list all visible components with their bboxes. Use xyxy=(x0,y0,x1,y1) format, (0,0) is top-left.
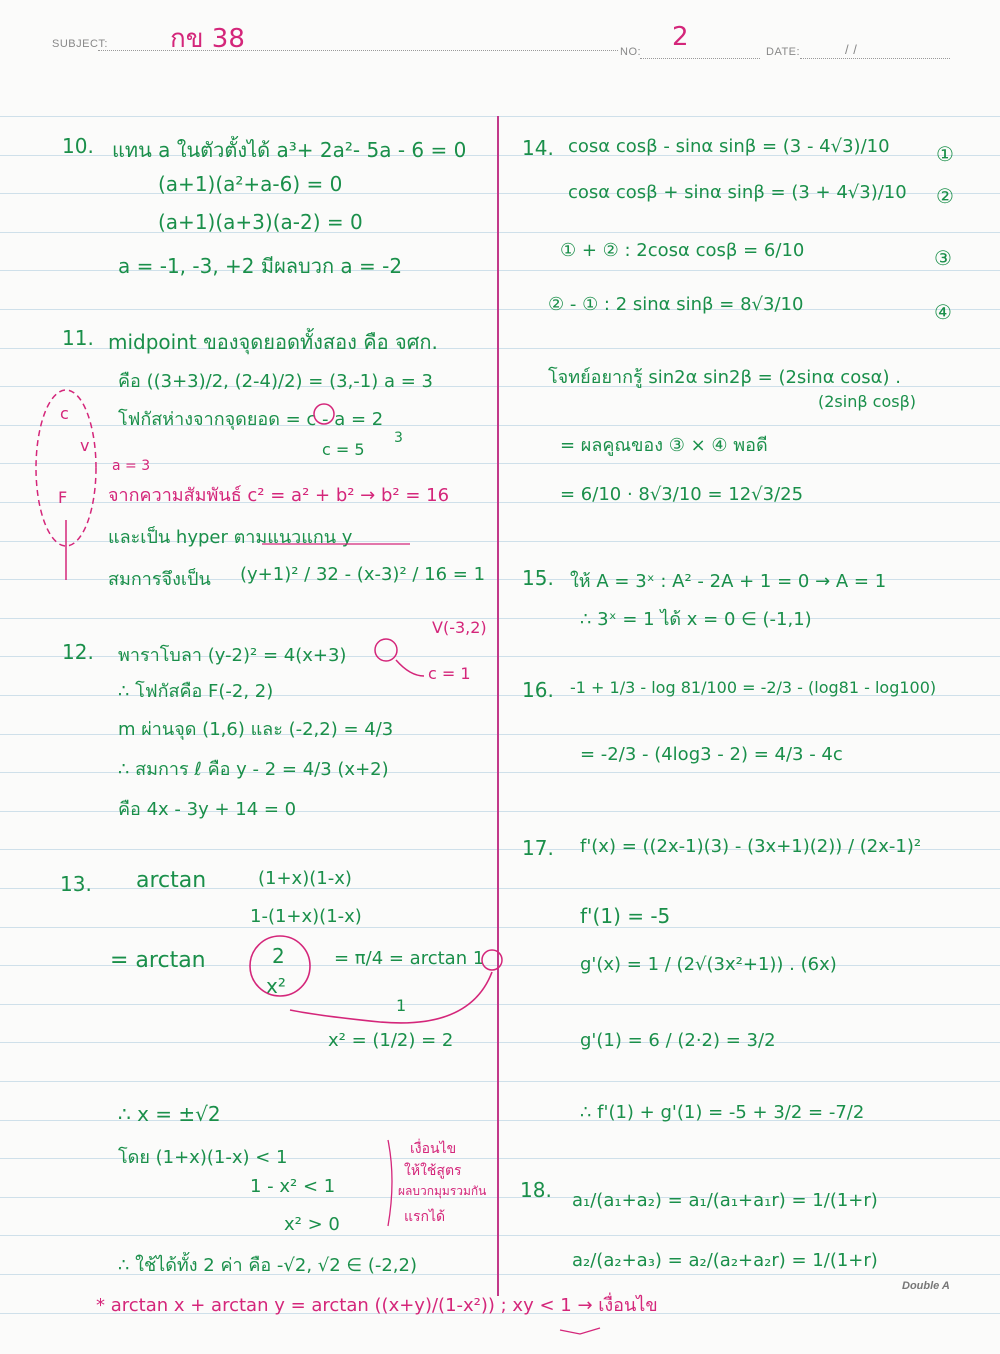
q12-line2: ∴ โฟกัสคือ F(-2, 2) xyxy=(118,681,274,702)
q10-line2: (a+1)(a²+a-6) = 0 xyxy=(158,172,343,196)
q17-line1: f'(x) = ((2x-1)(3) - (3x+1)(2)) / (2x-1)² xyxy=(580,836,922,857)
q17-line4: g'(1) = 6 / (2·2) = 3/2 xyxy=(580,1030,776,1051)
q13-line8: ∴ ใช้ได้ทั้ง 2 ค่า คือ -√2, √2 ∈ (-2,2) xyxy=(118,1255,417,1276)
q14-line6: (2sinβ cosβ) xyxy=(818,392,917,411)
condition-brace xyxy=(388,1140,392,1226)
q15-line1: ให้ A = 3ˣ : A² - 2A + 1 = 0 → A = 1 xyxy=(570,571,887,592)
q10-line1: แทน a ในตัวตั้งได้ a³+ 2a²- 5a - 6 = 0 xyxy=(112,138,467,162)
q13-note1: เงื่อนไข xyxy=(410,1141,457,1157)
q13-line3: x² = (1/2) = 2 xyxy=(328,1030,454,1051)
q11-a-value: 3 xyxy=(394,430,403,446)
q18-number: 18. xyxy=(520,1178,552,1202)
q12-line3: m ผ่านจุด (1,6) และ (-2,2) = 4/3 xyxy=(118,719,394,740)
q11-line2: คือ ((3+3)/2, (2-4)/2) = (3,-1) a = 3 xyxy=(118,371,433,392)
q15-line2: ∴ 3ˣ = 1 ได้ x = 0 ∈ (-1,1) xyxy=(580,609,812,630)
q14-tag4: ④ xyxy=(934,300,952,324)
q17-line3: g'(x) = 1 / (2√(3x²+1)) . (6x) xyxy=(580,954,837,975)
q16-line1: -1 + 1/3 - log 81/100 = -2/3 - (log81 - log100) xyxy=(570,678,937,697)
q13-note4: แรกได้ xyxy=(404,1209,446,1225)
q14-number: 14. xyxy=(522,136,554,160)
date-label: DATE: xyxy=(766,46,801,58)
q11-line5: และเป็น hyper ตามแนวแกน y xyxy=(108,527,353,548)
q13-line2-rest: = π/4 = arctan 1 xyxy=(334,948,485,969)
q14-line7: = ผลคูณของ ③ × ④ พอดี xyxy=(560,435,768,456)
q17-line5: ∴ f'(1) + g'(1) = -5 + 3/2 = -7/2 xyxy=(580,1102,865,1123)
q18-line1: a₁/(a₁+a₂) = a₁/(a₁+a₁r) = 1/(1+r) xyxy=(572,1190,878,1211)
q11-side-f: F xyxy=(58,488,68,507)
q12-number: 12. xyxy=(62,640,94,664)
q11-line1: midpoint ของจุดยอดทั้งสอง คือ จศก. xyxy=(108,330,438,354)
q10-line3: (a+1)(a+3)(a-2) = 0 xyxy=(158,210,363,234)
q11-line3: โฟกัสห่างจากจุดยอด = c - a = 2 xyxy=(118,409,384,430)
q15-number: 15. xyxy=(522,566,554,590)
q14-line8: = 6/10 · 8√3/10 = 12√3/25 xyxy=(560,484,804,505)
q13-note3: ผลบวกมุมรวมกัน xyxy=(398,1184,487,1198)
c-circle xyxy=(314,404,334,424)
q17-line2: f'(1) = -5 xyxy=(580,904,671,928)
q12-c-value: c = 1 xyxy=(428,664,471,683)
q18-line2: a₂/(a₂+a₃) = a₂/(a₂+a₂r) = 1/(1+r) xyxy=(572,1250,878,1271)
subject-label: SUBJECT: xyxy=(52,38,108,50)
q14-line1: cosα cosβ - sinα sinβ = (3 - 4√3)/10 xyxy=(568,136,890,157)
q12-line5: คือ 4x - 3y + 14 = 0 xyxy=(118,799,297,820)
q14-line5: โจทย์อยากรู้ sin2α sin2β = (2sinα cosα) . xyxy=(548,367,901,388)
q13-line2-arctan: = arctan xyxy=(110,948,206,973)
footnote: * arctan x + arctan y = arctan ((x+y)/(1-x²)) ; xy < 1 → เงื่อนไข xyxy=(96,1295,658,1316)
q12-line1: พาราโบลา (y-2)² = 4(x+3) xyxy=(118,645,347,666)
q13-note2: ให้ใช้สูตร xyxy=(404,1163,462,1179)
no-value: 2 xyxy=(672,22,689,52)
q13-number: 13. xyxy=(60,872,92,896)
q10-number: 10. xyxy=(62,134,94,158)
q13-line4: ∴ x = ±√2 xyxy=(118,1102,221,1126)
q13-line6: 1 - x² < 1 xyxy=(250,1176,336,1197)
one-circle xyxy=(482,950,502,970)
brand-mark: Double A xyxy=(902,1280,950,1292)
q17-number: 17. xyxy=(522,836,554,860)
no-label: NO: xyxy=(620,46,642,58)
q13-line2-num: 2 xyxy=(272,944,285,968)
q11-line6-equation: (y+1)² / 32 - (x-3)² / 16 = 1 xyxy=(240,564,486,585)
c-arrow xyxy=(396,660,424,676)
q14-line4: ② - ① : 2 sinα sinβ = 8√3/10 xyxy=(548,294,804,315)
q12-vertex: V(-3,2) xyxy=(432,618,487,637)
q13-line7: x² > 0 xyxy=(284,1214,340,1235)
q14-tag2: ② xyxy=(936,184,954,208)
q14-line2: cosα cosβ + sinα sinβ = (3 + 4√3)/10 xyxy=(568,182,907,203)
q11-side-v: v xyxy=(80,436,90,455)
q13-numerator: (1+x)(1-x) xyxy=(258,868,352,889)
subject-value: กข 38 xyxy=(170,24,245,54)
q11-side-a: a = 3 xyxy=(112,458,151,474)
q11-number: 11. xyxy=(62,326,94,350)
q13-line3-top: 1 xyxy=(396,996,407,1015)
date-slashes: / / xyxy=(845,42,858,57)
q14-tag3: ③ xyxy=(934,246,952,270)
q13-line2-den: x² xyxy=(266,974,286,998)
q13-denominator: 1-(1+x)(1-x) xyxy=(250,906,362,927)
q16-number: 16. xyxy=(522,678,554,702)
q16-line2: = -2/3 - (4log3 - 2) = 4/3 - 4c xyxy=(580,744,843,765)
q13-line5: โดย (1+x)(1-x) < 1 xyxy=(118,1147,288,1168)
reciprocal-arrow xyxy=(290,972,492,1023)
underline-xy xyxy=(560,1328,600,1334)
q12-line4: ∴ สมการ ℓ คือ y - 2 = 4/3 (x+2) xyxy=(118,759,389,780)
q11-side-c: c xyxy=(60,404,69,423)
q14-tag1: ① xyxy=(936,142,954,166)
q13-arctan: arctan xyxy=(136,868,207,893)
q10-line4: a = -1, -3, +2 มีผลบวก a = -2 xyxy=(118,254,403,278)
q14-line3: ① + ② : 2cosα cosβ = 6/10 xyxy=(560,240,805,261)
fraction-circle xyxy=(250,936,310,996)
q11-c-value: c = 5 xyxy=(322,440,365,459)
q11-line6-label: สมการจึงเป็น xyxy=(108,569,211,590)
four-circle xyxy=(375,639,397,661)
q11-line4: จากความสัมพันธ์ c² = a² + b² → b² = 16 xyxy=(108,485,450,506)
